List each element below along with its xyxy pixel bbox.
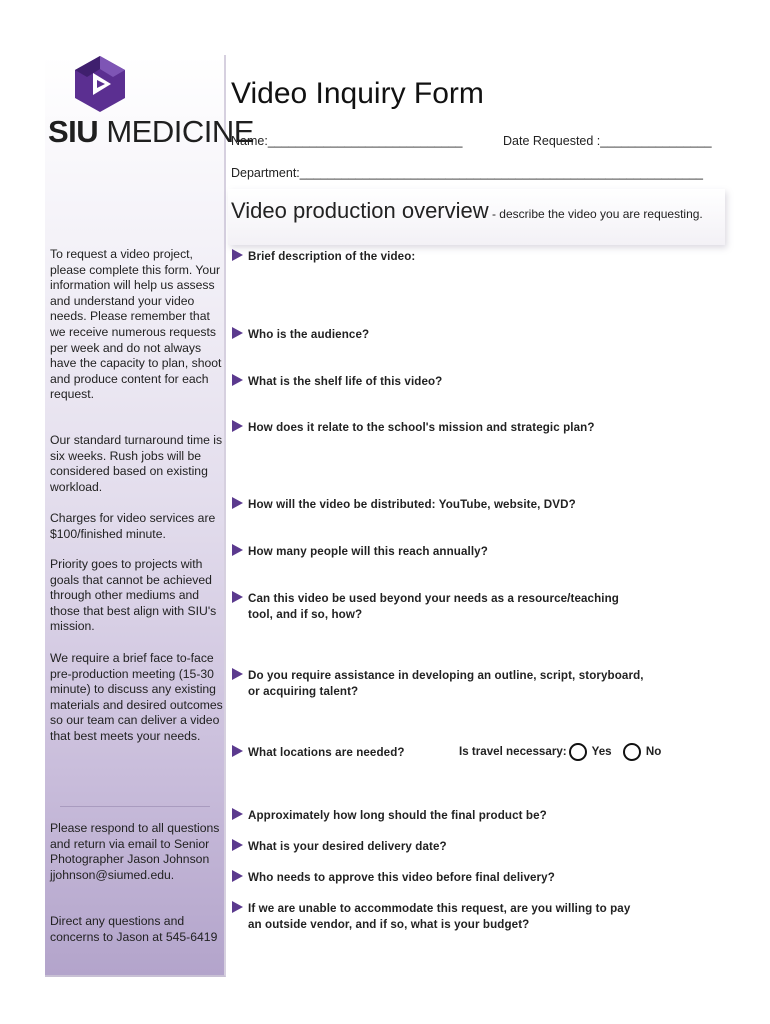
sidebar-charges-text: Charges for video services are $100/finished minute. — [50, 511, 216, 541]
arrow-icon — [232, 497, 243, 509]
arrow-icon — [232, 591, 243, 603]
question-distribution: How will the video be distributed: YouTube, website, DVD? — [232, 497, 576, 513]
name-field[interactable]: Name:____________________________ — [231, 134, 463, 148]
page-title: Video Inquiry Form — [231, 77, 484, 110]
travel-yes-label: Yes — [591, 745, 612, 758]
question-locations: What locations are needed? — [232, 745, 405, 761]
arrow-icon — [232, 870, 243, 882]
arrow-icon — [232, 249, 243, 261]
question-delivery-date: What is your desired delivery date? — [232, 839, 447, 855]
question-budget: If we are unable to accommodate this request, are you willing to pay an outside vendor, and if so, what is your budget? — [232, 901, 630, 932]
travel-no-label: No — [645, 745, 662, 758]
arrow-icon — [232, 901, 243, 913]
question-assistance: Do you require assistance in developing an outline, script, storyboard, or acquiring talent? — [232, 668, 644, 699]
question-approval: Who needs to approve this video before final delivery? — [232, 870, 555, 886]
travel-yes-radio[interactable] — [569, 743, 587, 761]
siu-medicine-wordmark: SIU MEDICINE — [48, 114, 254, 149]
sidebar-contact-text: Direct any questions and concerns to Jason at 545-6419 — [50, 914, 218, 944]
question-audience: Who is the audience? — [232, 327, 369, 343]
sidebar-divider — [60, 806, 210, 807]
sidebar-meeting-text: We require a brief face to-face pre-production meeting (15-30 minute) to discuss any existing materials and desired outcomes so our team can deliver a video that best meets your needs. — [50, 651, 223, 743]
department-field[interactable]: Department:__________________________________________________________ — [231, 166, 703, 180]
sidebar-priority-text: Priority goes to projects with goals that cannot be achieved through other mediums and those that best align with SIU's mission. — [50, 557, 217, 634]
question-reuse: Can this video be used beyond your needs as a resource/teaching tool, and if so, how? — [232, 591, 619, 622]
arrow-icon — [232, 420, 243, 432]
arrow-icon — [232, 544, 243, 556]
date-requested-field[interactable]: Date Requested :________________ — [503, 134, 712, 148]
question-shelf-life: What is the shelf life of this video? — [232, 374, 442, 390]
sidebar-intro-text: To request a video project, please complete this form. Your information will help us assess and understand your video needs. Please remember that we receive numerous requests per week and do not always have the capacity to plan, shoot and produce content for each request. — [50, 247, 222, 402]
travel-no-radio[interactable] — [623, 743, 641, 761]
question-brief-description: Brief description of the video: — [232, 249, 415, 265]
question-mission: How does it relate to the school's mission and strategic plan? — [232, 420, 595, 436]
arrow-icon — [232, 374, 243, 386]
overview-heading — [231, 198, 703, 224]
sidebar-turnaround-text: Our standard turnaround time is six weeks. Rush jobs will be considered based on existing workload. — [50, 433, 223, 494]
sidebar-respond-text: Please respond to all questions and return via email to Senior Photographer Jason Johnson jjohnson@siumed.edu. — [50, 821, 220, 882]
overview-title-text: Video production overview — [231, 198, 489, 223]
siu-medicine-logo-icon — [73, 55, 127, 113]
arrow-icon — [232, 745, 243, 757]
question-reach: How many people will this reach annually? — [232, 544, 488, 560]
arrow-icon — [232, 668, 243, 680]
overview-subtext: - describe the video you are requesting. — [488, 207, 703, 221]
arrow-icon — [232, 808, 243, 820]
travel-question — [459, 743, 661, 761]
question-length: Approximately how long should the final product be? — [232, 808, 547, 824]
arrow-icon — [232, 839, 243, 851]
travel-label: Is travel necessary: — [459, 745, 567, 758]
arrow-icon — [232, 327, 243, 339]
